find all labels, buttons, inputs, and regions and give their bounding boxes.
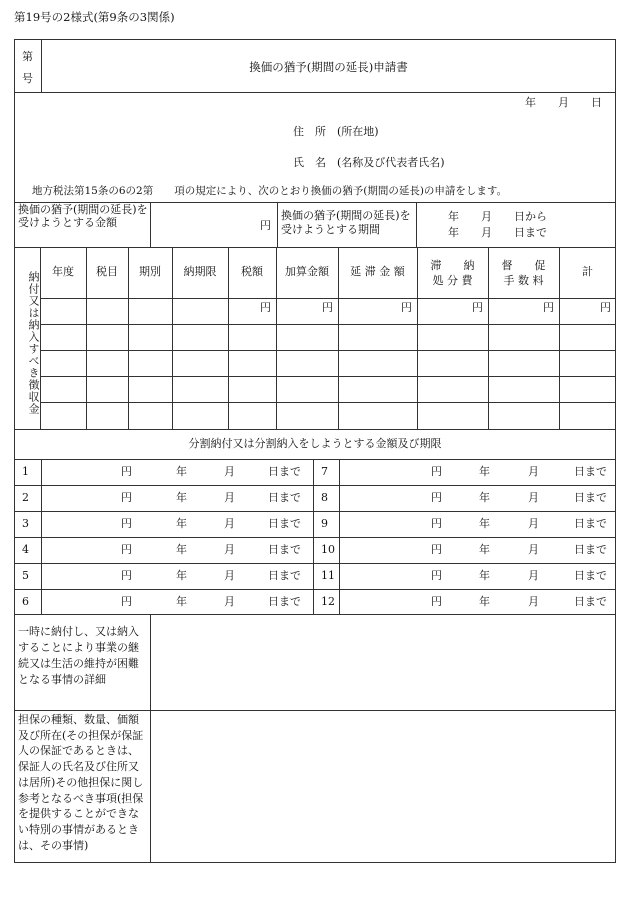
installment-year: 年 bbox=[176, 465, 187, 478]
tax-unit-yen: 円 bbox=[260, 301, 271, 314]
tax-cell[interactable] bbox=[87, 351, 127, 375]
period-label: 換価の猶予(期間の延長)を受けようとする期間 bbox=[281, 209, 411, 236]
statement-text: 地方税法第15条の6の2第 項の規定により、次のとおり換価の猶予(期間の延長)の申請をします。 bbox=[32, 185, 508, 197]
installment-until: 日まで bbox=[574, 517, 607, 530]
installment-yen: 円 bbox=[121, 595, 132, 608]
installment-until: 日まで bbox=[268, 569, 301, 582]
tax-cell[interactable] bbox=[173, 377, 227, 401]
tax-cell[interactable] bbox=[339, 403, 416, 428]
installment-until: 日まで bbox=[268, 465, 301, 478]
tax-cell[interactable] bbox=[418, 403, 487, 428]
installment-number-right: 8 bbox=[321, 491, 328, 504]
installment-year: 年 bbox=[176, 595, 187, 608]
installment-yen: 円 bbox=[121, 491, 132, 504]
installment-until: 日まで bbox=[574, 491, 607, 504]
installment-year: 年 bbox=[176, 517, 187, 530]
installment-yen: 円 bbox=[431, 569, 442, 582]
installment-number-right: 9 bbox=[321, 517, 328, 530]
installment-yen: 円 bbox=[121, 569, 132, 582]
installment-year: 年 bbox=[479, 491, 490, 504]
installment-number-right: 7 bbox=[321, 465, 328, 478]
installment-yen: 円 bbox=[431, 465, 442, 478]
form-number-label: 第 号 bbox=[22, 50, 33, 85]
tax-header-tax-item: 税目 bbox=[96, 265, 118, 278]
installment-year: 年 bbox=[176, 491, 187, 504]
installment-number-left: 1 bbox=[22, 465, 29, 478]
installment-until: 日まで bbox=[268, 517, 301, 530]
installment-yen: 円 bbox=[431, 595, 442, 608]
tax-cell[interactable] bbox=[41, 351, 85, 375]
tax-cell[interactable] bbox=[489, 377, 558, 401]
address-label: 住 所 (所在地) bbox=[293, 125, 379, 138]
tax-cell[interactable] bbox=[129, 325, 171, 349]
installment-month: 月 bbox=[224, 517, 235, 530]
hardship-label: 一時に納付し、又は納入することにより事業の継続又は生活の維持が困難となる事情の詳細 bbox=[18, 625, 139, 686]
tax-cell[interactable] bbox=[173, 351, 227, 375]
tax-cell[interactable] bbox=[129, 377, 171, 401]
collateral-detail-field[interactable] bbox=[151, 711, 615, 862]
installment-year: 年 bbox=[176, 543, 187, 556]
installment-month: 月 bbox=[528, 517, 539, 530]
tax-cell[interactable] bbox=[41, 403, 85, 428]
tax-unit-yen: 円 bbox=[322, 301, 333, 314]
installment-until: 日まで bbox=[574, 465, 607, 478]
tax-header-delinquent-amount: 延 滞 金 額 bbox=[350, 265, 405, 278]
form-title: 換価の猶予(期間の延長)申請書 bbox=[249, 60, 408, 74]
installment-number-left: 5 bbox=[22, 569, 29, 582]
installment-month: 月 bbox=[528, 543, 539, 556]
tax-header-delinquent-disposal-fee: 滞 納 処 分 費 bbox=[430, 259, 475, 287]
tax-cell[interactable] bbox=[229, 299, 275, 323]
tax-cell[interactable] bbox=[87, 403, 127, 428]
tax-cell[interactable] bbox=[87, 325, 127, 349]
amount-label: 換価の猶予(期間の延長)を受けようとする金額 bbox=[18, 203, 148, 229]
installment-year: 年 bbox=[176, 569, 187, 582]
tax-cell[interactable] bbox=[87, 377, 127, 401]
installment-yen: 円 bbox=[121, 543, 132, 556]
installment-until: 日まで bbox=[268, 491, 301, 504]
tax-cell[interactable] bbox=[277, 377, 337, 401]
installment-month: 月 bbox=[224, 465, 235, 478]
installment-month: 月 bbox=[224, 491, 235, 504]
installment-year: 年 bbox=[479, 517, 490, 530]
tax-unit-yen: 円 bbox=[543, 301, 554, 314]
installment-yen: 円 bbox=[431, 543, 442, 556]
tax-cell[interactable] bbox=[418, 377, 487, 401]
period-from: 年 月 日から bbox=[448, 210, 547, 223]
tax-unit-yen: 円 bbox=[401, 301, 412, 314]
tax-cell[interactable] bbox=[129, 299, 171, 323]
installment-month: 月 bbox=[224, 569, 235, 582]
tax-unit-yen: 円 bbox=[600, 301, 611, 314]
installment-number-right: 10 bbox=[321, 543, 335, 556]
tax-cell[interactable] bbox=[229, 351, 275, 375]
name-label: 氏 名 (名称及び代表者氏名) bbox=[293, 156, 445, 169]
period-to: 年 月 日まで bbox=[448, 226, 547, 239]
installment-title: 分割納付又は分割納入をしようとする金額及び期限 bbox=[188, 437, 442, 450]
tax-cell[interactable] bbox=[560, 403, 615, 428]
tax-cell[interactable] bbox=[173, 299, 227, 323]
tax-cell[interactable] bbox=[87, 299, 127, 323]
tax-cell[interactable] bbox=[560, 299, 615, 323]
tax-cell[interactable] bbox=[560, 377, 615, 401]
tax-cell[interactable] bbox=[173, 403, 227, 428]
tax-cell[interactable] bbox=[489, 351, 558, 375]
tax-cell[interactable] bbox=[489, 299, 558, 323]
installment-month: 月 bbox=[224, 543, 235, 556]
tax-cell[interactable] bbox=[229, 377, 275, 401]
installment-year: 年 bbox=[479, 595, 490, 608]
tax-cell[interactable] bbox=[418, 325, 487, 349]
tax-cell[interactable] bbox=[277, 299, 337, 323]
installment-yen: 円 bbox=[431, 517, 442, 530]
installment-number-left: 2 bbox=[22, 491, 29, 504]
tax-cell[interactable] bbox=[339, 299, 416, 323]
tax-cell[interactable] bbox=[173, 325, 227, 349]
installment-month: 月 bbox=[528, 569, 539, 582]
collateral-label: 担保の種類、数量、価額及び所在(その担保が保証人の保証であるときは、保証人の氏名及び住所又は居所)その他担保に関し参考となるべき事項(担保を提供することができない特別の事情があるときは、その事情) bbox=[18, 713, 144, 852]
tax-header-additional-amount: 加算金額 bbox=[285, 265, 329, 278]
tax-cell[interactable] bbox=[41, 299, 85, 323]
installment-number-left: 4 bbox=[22, 543, 29, 556]
tax-cell[interactable] bbox=[560, 351, 615, 375]
tax-header-tax-year: 年度 bbox=[52, 265, 74, 278]
installment-until: 日まで bbox=[268, 595, 301, 608]
tax-cell[interactable] bbox=[339, 325, 416, 349]
tax-cell[interactable] bbox=[129, 351, 171, 375]
tax-cell[interactable] bbox=[339, 351, 416, 375]
installment-year: 年 bbox=[479, 543, 490, 556]
installment-yen: 円 bbox=[121, 465, 132, 478]
tax-cell[interactable] bbox=[129, 403, 171, 428]
tax-cell[interactable] bbox=[41, 377, 85, 401]
tax-cell[interactable] bbox=[41, 325, 85, 349]
tax-table-side-label: 納付又は納入すべき徴収金 bbox=[27, 270, 40, 415]
hardship-detail-field[interactable] bbox=[151, 615, 615, 709]
amount-yen: 円 bbox=[260, 219, 271, 232]
tax-header-tax-amount: 税額 bbox=[241, 265, 263, 278]
installment-number-left: 3 bbox=[22, 517, 29, 530]
installment-year: 年 bbox=[479, 465, 490, 478]
installment-month: 月 bbox=[224, 595, 235, 608]
installment-until: 日まで bbox=[268, 543, 301, 556]
installment-number-left: 6 bbox=[22, 595, 29, 608]
installment-until: 日まで bbox=[574, 595, 607, 608]
tax-cell[interactable] bbox=[277, 325, 337, 349]
tax-cell[interactable] bbox=[277, 351, 337, 375]
date-line: 年 月 日 bbox=[525, 96, 602, 109]
installment-month: 月 bbox=[528, 491, 539, 504]
tax-cell[interactable] bbox=[229, 325, 275, 349]
tax-cell[interactable] bbox=[489, 325, 558, 349]
installment-until: 日まで bbox=[574, 569, 607, 582]
installment-until: 日まで bbox=[574, 543, 607, 556]
tax-cell[interactable] bbox=[418, 299, 487, 323]
tax-header-tax-due-date: 納期限 bbox=[183, 265, 217, 278]
tax-cell[interactable] bbox=[277, 403, 337, 428]
tax-header-demand-fee: 督 促 手 数 料 bbox=[501, 259, 546, 287]
tax-header-tax-period: 期別 bbox=[139, 265, 161, 278]
installment-number-right: 12 bbox=[321, 595, 335, 608]
tax-header-total: 計 bbox=[582, 265, 593, 278]
installment-month: 月 bbox=[528, 595, 539, 608]
installment-month: 月 bbox=[528, 465, 539, 478]
form-header-note: 第19号の2様式(第9条の3関係) bbox=[14, 10, 175, 24]
installment-year: 年 bbox=[479, 569, 490, 582]
installment-yen: 円 bbox=[121, 517, 132, 530]
installment-yen: 円 bbox=[431, 491, 442, 504]
tax-unit-yen: 円 bbox=[472, 301, 483, 314]
tax-cell[interactable] bbox=[418, 351, 487, 375]
installment-number-right: 11 bbox=[321, 569, 335, 582]
tax-cell[interactable] bbox=[560, 325, 615, 349]
tax-cell[interactable] bbox=[229, 403, 275, 428]
tax-cell[interactable] bbox=[339, 377, 416, 401]
tax-cell[interactable] bbox=[489, 403, 558, 428]
